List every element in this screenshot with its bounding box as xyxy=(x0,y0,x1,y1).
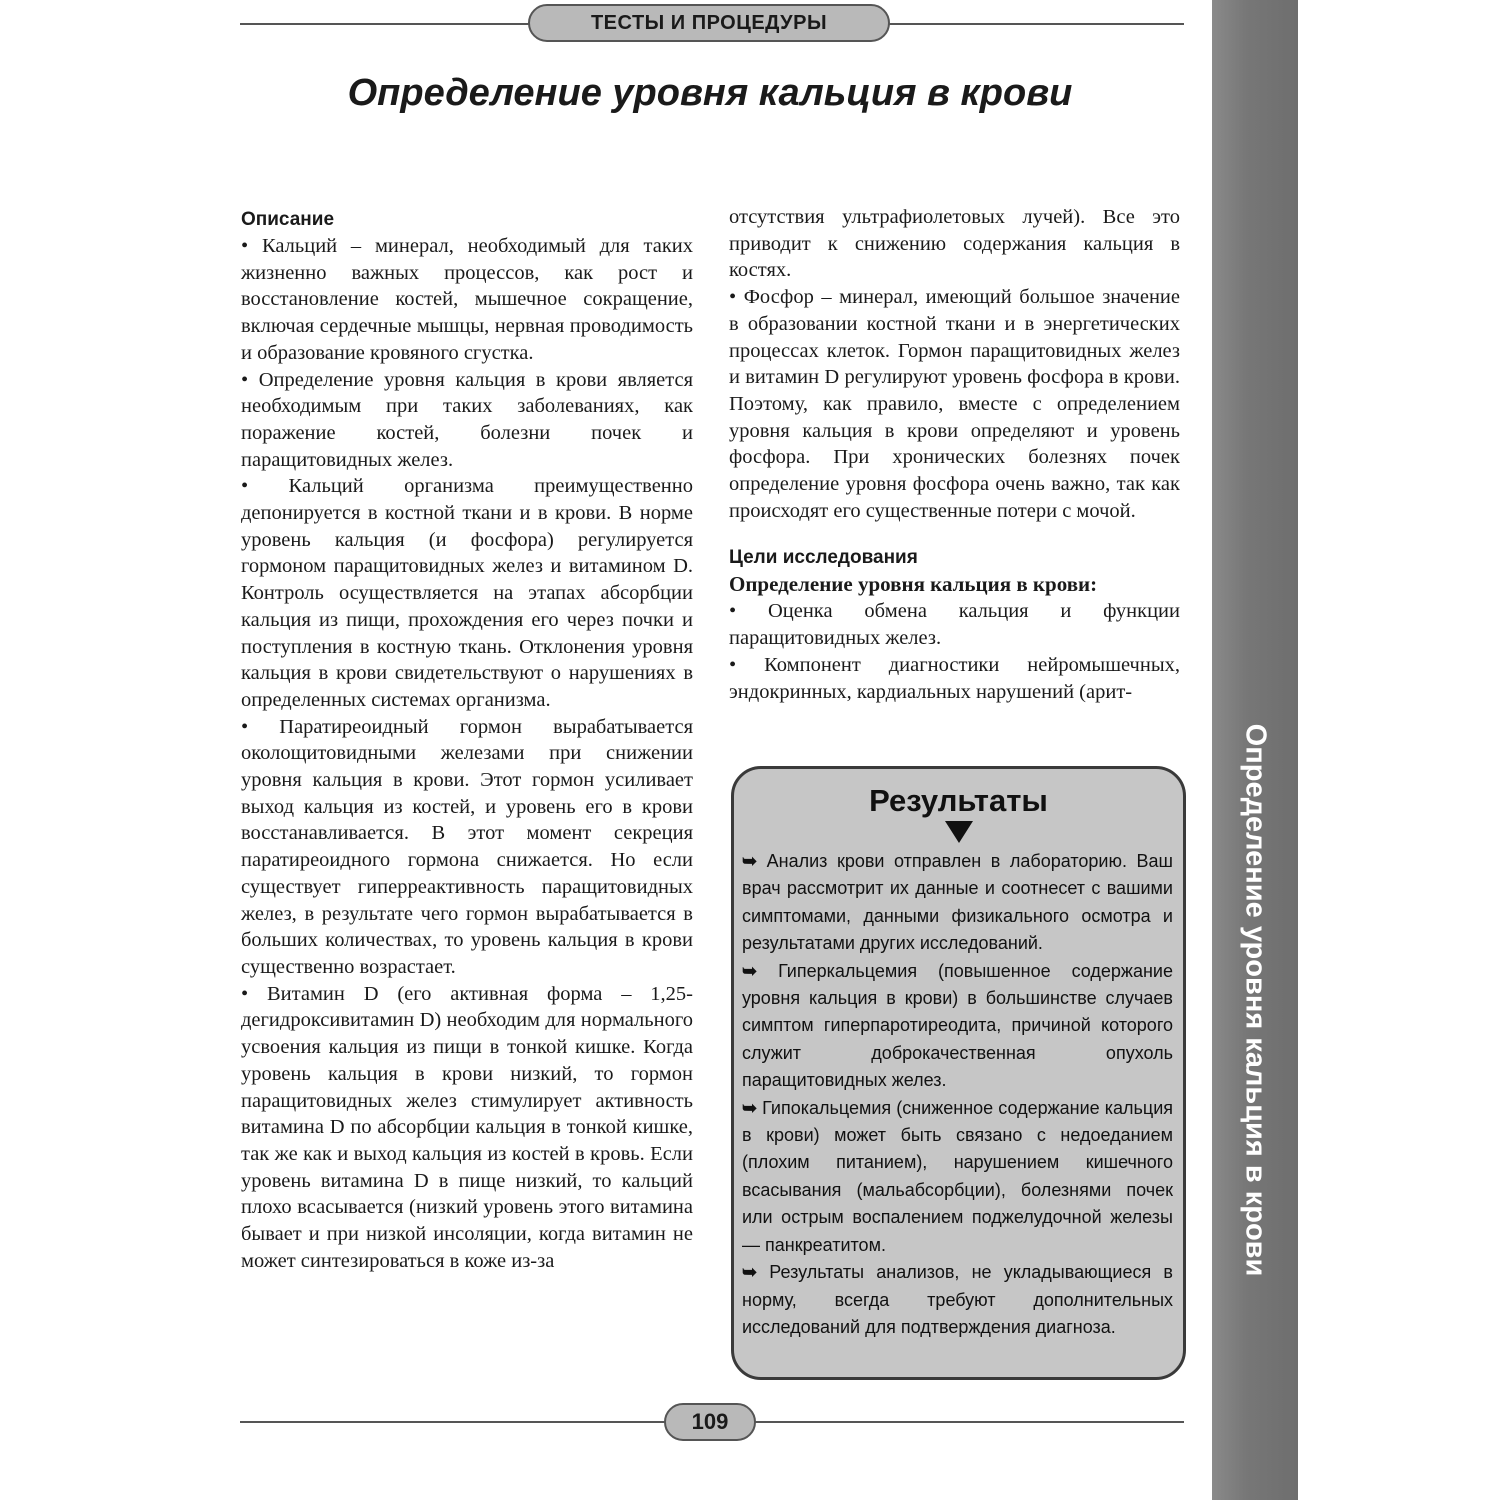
result-item xyxy=(742,848,1173,958)
right-column xyxy=(729,204,1180,705)
goals-subheading: Определение уровня кальция в крови: xyxy=(729,572,1098,597)
result-text: Результаты анализов, не укладывающиеся в норму, всегда требуют дополнительных исследований для подтверждения диагноза. xyxy=(742,1262,1173,1337)
paragraph: • Паратиреоидный гормон вырабатывается околощитовидными железами при снижении уровня кальция в крови. Этот гормон усиливает выход кальция из костей, и уровень его в крови восстанавливается. В этот момент секреция паратиреоидного гормона снижается. Но если существует гиперреактивность паращитовидных желез, в результате чего гормон вырабатывается в больших количествах, то уровень кальция в крови существенно возрастает. xyxy=(241,715,693,978)
results-body xyxy=(742,848,1173,1341)
paragraph: • Кальций организма преимущественно депонируется в костной ткани и в крови. В норме уровень кальция (и фосфора) регулируется гормоном паращитовидных желез и витамином D. Контроль осуществляется на этапах абсорбции кальция из пищи, прохождения его через почки и поступления в костную ткань. Отклонения уровня кальция в крови свидетельствуют о нарушениях в определенных системах организма. xyxy=(241,475,693,711)
side-tab xyxy=(1212,0,1298,1500)
result-item xyxy=(742,958,1173,1095)
result-text: Гиперкальцемия (повышенное содержание уровня кальция в крови) в большинстве случаев симптом гиперпаротиреодита, причиной которого служит доброкачественная опухоль паращитовидных желез. xyxy=(742,960,1173,1091)
results-title: Результаты xyxy=(869,783,1048,818)
description-heading: Описание xyxy=(241,209,335,230)
page-title: Определение уровня кальция в крови xyxy=(347,72,1073,114)
result-item xyxy=(742,1095,1173,1259)
goal-item: • Компонент диагностики нейромышечных, эндокринных, кардиальных нарушений (арит- xyxy=(729,653,1180,703)
header-rule-right xyxy=(888,23,1184,25)
footer-rule-left xyxy=(240,1421,666,1423)
paragraph: • Определение уровня кальция в крови является необходимым при таких заболеваниях, как поражение костей, болезни почек и паращитовидных желез. xyxy=(241,368,693,471)
result-item xyxy=(742,1259,1173,1341)
arrow-bullet-icon: ➥ xyxy=(742,1262,758,1283)
footer-rule-right xyxy=(754,1421,1184,1423)
left-column xyxy=(241,206,693,1274)
paragraph: • Фосфор – минерал, имеющий большое значение в образовании костной ткани и в энергетических процессах клеток. Гормон паращитовидных желез и витамин D регулируют уровень фосфора в крови. Поэтому, как правило, вместе с определением уровня кальция в крови определяют и уровень фосфора. При хронических болезнях почек определение уровня фосфора очень важно, так как происходят его существенные потери с мочой. xyxy=(729,286,1180,522)
result-text: Анализ крови отправлен в лабораторию. Ваш врач рассмотрит их данные и соотнесет с вашими симптомами, данными физикального осмотра и результатами других исследований. xyxy=(742,851,1173,954)
arrow-bullet-icon: ➥ xyxy=(742,851,758,871)
paragraph: отсутствия ультрафиолетовых лучей). Все это приводит к снижению содержания кальция в костях. xyxy=(729,206,1180,282)
paragraph: • Кальций – минерал, необходимый для таких жизненно важных процессов, как рост и восстановление костей, мышечное сокращение, включая сердечные мышцы, нервная проводимость и образование кровяного сгустка. xyxy=(241,235,693,364)
page-number: 109 xyxy=(664,1403,756,1441)
section-label: ТЕСТЫ И ПРОЦЕДУРЫ xyxy=(528,4,890,42)
paragraph: • Витамин D (его активная форма – 1,25-дегидроксивитамин D) необходим для нормального усвоения кальция из пищи в тонкой кишке. Когда уровень кальция в крови низкий, то гормон паращитовидных желез стимулирует активность витамина D по абсорбции кальция в тонкой кишке, так же как и выход кальция из костей в кровь. Если уровень витамина D в пище низкий, то кальций плохо всасывается (низкий уровень этого витамина бывает и при низкой инсоляции, когда витамин не может синтезироваться в коже из-за xyxy=(241,982,693,1272)
arrow-bullet-icon: ➥ xyxy=(742,960,758,981)
side-tab-label: Определение уровня кальция в крови xyxy=(1239,723,1272,1277)
goals-heading: Цели исследования xyxy=(729,547,918,569)
arrow-bullet-icon: ➥ xyxy=(742,1097,758,1118)
goal-item: • Оценка обмена кальция и функции паращитовидных желез. xyxy=(729,600,1180,650)
triangle-down-icon xyxy=(945,821,973,843)
results-box xyxy=(731,766,1186,1380)
result-text: Гипокальцемия (сниженное содержание кальция в крови) может быть связано с недоеданием (плохим питанием), нарушением кишечного всасывания (мальабсорбции), болезнями почек или острым воспалением поджелудочной железы — панкреатитом. xyxy=(742,1097,1173,1255)
header-rule-left xyxy=(240,23,530,25)
